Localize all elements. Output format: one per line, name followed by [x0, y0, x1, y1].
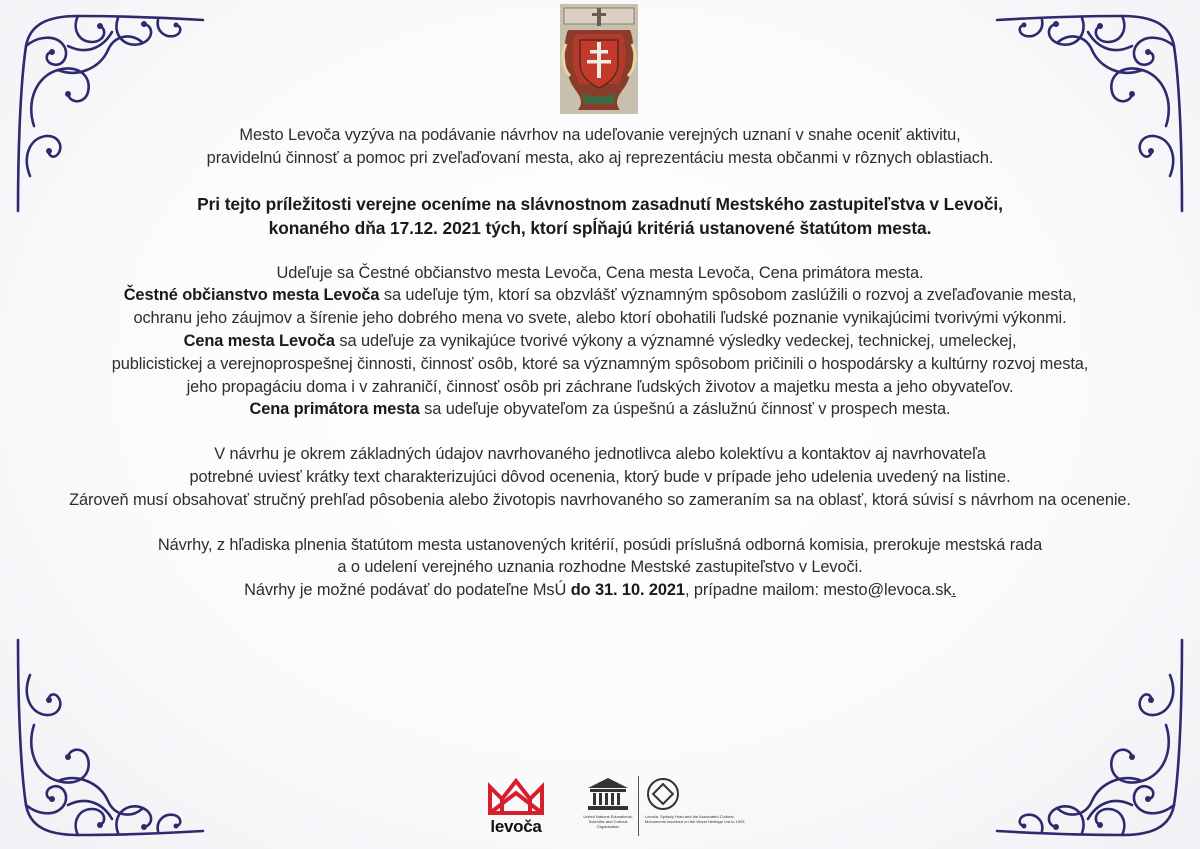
awards-intro: Udeľuje sa Čestné občianstvo mesta Levoča, Cena mesta Levoča, Cena primátora mesta.	[276, 263, 924, 282]
honorary-citizenship-line-2: ochranu jeho záujmov a šírenie jeho dobrého mena vo svete, alebo ktorí obohatili ľudské poznanie vynikajúcimi tvorivými výkonmi.	[133, 309, 1067, 328]
closing-line-3: Návrhy je možné podávať do podateľne MsÚ do 31. 10. 2021, prípadne mailom: mesto@levoca.sk.	[244, 581, 956, 600]
honorary-citizenship-title: Čestné občianstvo mesta Levoča	[123, 286, 380, 305]
world-heritage-emblem-icon	[645, 776, 681, 812]
corner-ornament-bottom-left	[8, 635, 208, 845]
footer-logos	[478, 774, 755, 838]
city-award-title: Cena mesta Levoča	[183, 331, 335, 350]
coat-of-arms-image	[560, 4, 638, 114]
closing-line-2: a o udelení verejného uznania rozhodne Mestské zastupiteľstvo v Levoči.	[337, 558, 863, 577]
proposal-line-1: V návrhu je okrem základných údajov navrhovaného jednotlivca alebo kolektívu a kontaktov aj navrhovateľa	[214, 445, 986, 464]
temple-icon	[584, 776, 632, 812]
intro-line-2: pravidelnú činnosť a pomoc pri zveľaďovaní mesta, ako aj reprezentáciu mesta občanmi v rôznych oblastiach.	[206, 148, 994, 167]
unesco-caption: United Nations Educational, Scientific and Cultural Organization	[583, 814, 633, 829]
unesco-logo	[584, 776, 632, 836]
levoca-logo-text: levoča	[490, 817, 542, 836]
email-link[interactable]: .	[951, 581, 956, 600]
mayor-award-title: Cena primátora mesta	[249, 400, 420, 419]
city-award-paragraph: Cena mesta Levoča sa udeľuje za vynikajúce tvorivé výkony a významné výsledky vedeckej, technickej, umeleckej,	[183, 331, 1017, 350]
headline-line-1: Pri tejto príležitosti verejne oceníme na slávnostnom zasadnutí Mestského zastupiteľstva v Levoči,	[197, 193, 1003, 214]
deadline-date: do 31. 10. 2021	[570, 581, 685, 600]
city-award-line-3: jeho propagáciu doma i v zahraničí, činnosť osôb pri záchrane ľudských životov a majetku mesta a jeho obyvateľov.	[186, 377, 1014, 396]
announcement-text	[0, 124, 1200, 602]
mayor-award-paragraph: Cena primátora mesta sa udeľuje obyvateľom za úspešnú a záslužnú činnosť v prospech mesta.	[249, 400, 951, 419]
levoca-city-logo	[478, 773, 558, 839]
crown-icon	[478, 773, 554, 817]
world-heritage-caption: Levoča, Spišský Hrad and the Associated Cultural Monuments inscribed on the World Heritage List in 1993	[645, 814, 745, 824]
proposal-line-3: Zároveň musí obsahovať stručný prehľad pôsobenia alebo životopis navrhovaného so zameraním sa na oblasť, ktorá súvisí s návrhom na ocenenie.	[69, 490, 1131, 509]
corner-ornament-bottom-right	[992, 635, 1192, 845]
proposal-line-2: potrebné uviesť krátky text charakterizujúci dôvod ocenenia, ktorý bude v prípade jeho udelenia uvedený na listine.	[189, 467, 1011, 486]
closing-line-1: Návrhy, z hľadiska plnenia štatútom mesta ustanovených kritérií, posúdi príslušná odborná komisia, prerokuje mestská rada	[157, 535, 1043, 554]
intro-line-1: Mesto Levoča vyzýva na podávanie návrhov na udeľovanie verejných uznaní v snahe oceniť aktivitu,	[239, 126, 961, 144]
honorary-citizenship-paragraph: Čestné občianstvo mesta Levoča sa udeľuje tým, ktorí sa obzvlášť významným spôsobom zaslúžili o rozvoj a zveľaďovanie mesta,	[123, 286, 1077, 305]
headline-line-2: konaného dňa 17.12. 2021 tých, ktorí spĺňajú kritériá ustanovené štatútom mesta.	[268, 217, 932, 238]
world-heritage-logo	[638, 776, 755, 836]
city-award-line-2: publicistickej a verejnoprospešnej činnosti, činnosť osôb, ktoré sa významným spôsobom pričinili o hospodársky a kultúrny rozvoj mesta,	[111, 354, 1089, 373]
